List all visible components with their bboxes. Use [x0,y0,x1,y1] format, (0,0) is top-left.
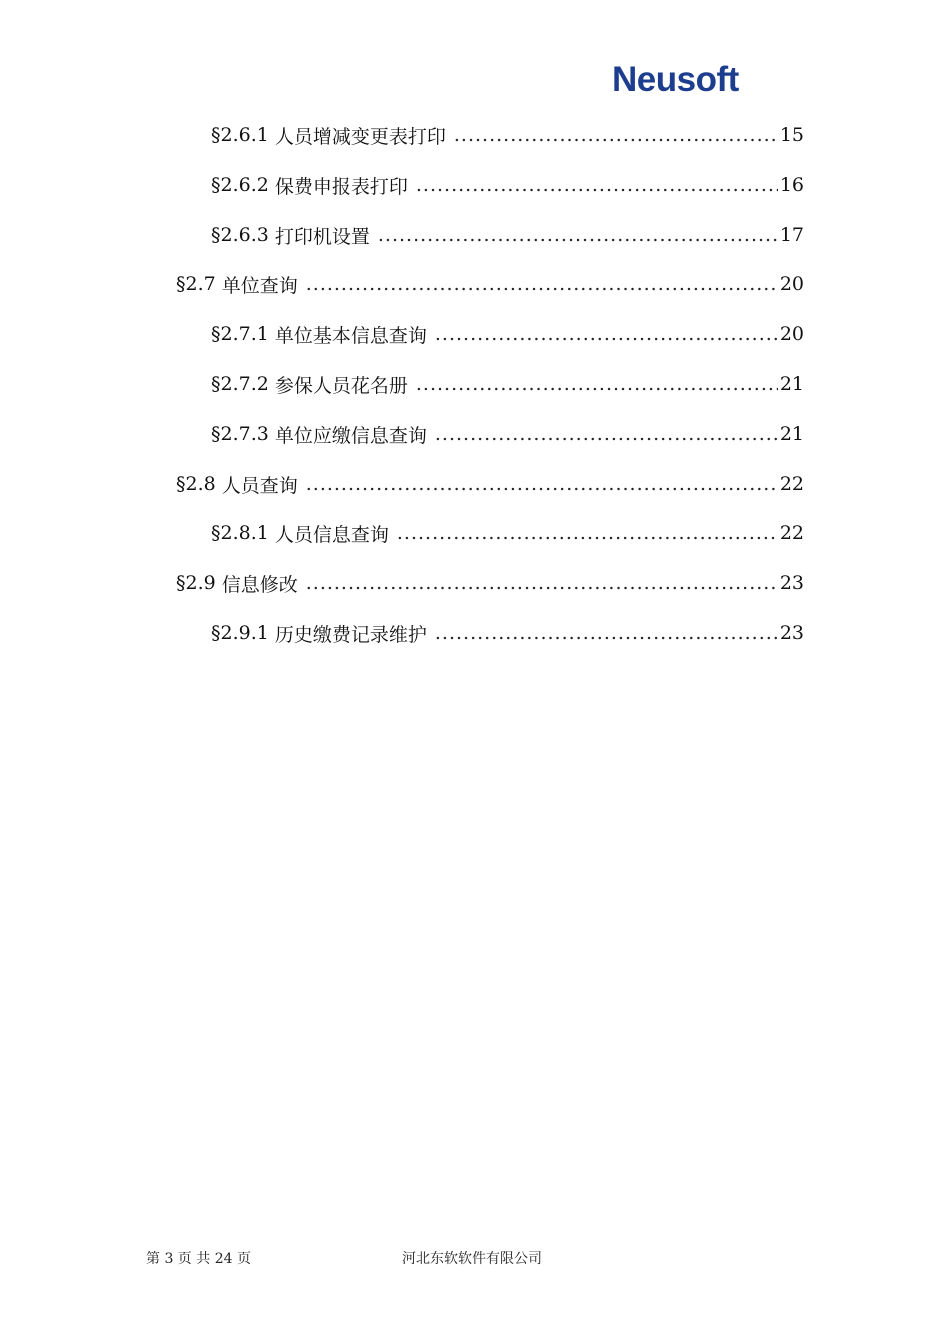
toc-section-title: 单位应缴信息查询 [274,424,427,447]
toc-section-title: 保费申报表打印 [274,175,408,198]
toc-section-number: §2.6.1 [211,124,269,146]
toc-section-title: 人员查询 [221,474,298,497]
toc-dot-leader [435,423,778,445]
toc-entry[interactable] [211,419,804,449]
toc-section-title: 人员增减变更表打印 [274,125,446,148]
toc-section-title: 单位基本信息查询 [274,324,427,347]
toc-section-number: §2.6.2 [211,174,269,196]
toc-page-number: 20 [779,323,804,345]
toc-entry[interactable] [211,618,804,648]
toc-page-number: 22 [779,473,804,495]
toc-section-number: §2.7.2 [211,373,269,395]
toc-dot-leader [397,522,778,544]
toc-section-number: §2.8 [176,473,216,495]
toc-entry[interactable] [176,469,804,499]
toc-page-number: 23 [779,622,804,644]
toc-section-title: 单位查询 [221,274,298,297]
toc-page-number: 21 [779,423,804,445]
toc-page-number: 22 [779,522,804,544]
footer-page-info: 第 3 页 共 24 页 [146,1251,251,1267]
neusoft-logo: Neusoft [612,60,739,99]
toc-entry[interactable] [176,568,804,598]
toc-section-title: 历史缴费记录维护 [274,623,427,646]
toc-entry[interactable] [211,120,804,150]
toc-section-title: 参保人员花名册 [274,374,408,397]
toc-entry[interactable] [211,319,804,349]
toc-section-title: 打印机设置 [274,225,370,248]
toc-section-title: 人员信息查询 [274,523,389,546]
toc-page-number: 23 [779,572,804,594]
toc-page-number: 17 [779,224,804,246]
toc-page-number: 15 [779,124,804,146]
toc-entry[interactable] [211,369,804,399]
toc-section-number: §2.7 [176,273,216,295]
toc-dot-leader [416,373,778,395]
toc-dot-leader [306,273,778,295]
toc-dot-leader [416,174,778,196]
footer-company: 河北东软软件有限公司 [402,1251,542,1267]
toc-dot-leader [378,224,778,246]
toc-entry[interactable] [211,518,804,548]
toc-section-number: §2.7.3 [211,423,269,445]
toc-entry[interactable] [211,170,804,200]
toc-section-number: §2.9.1 [211,622,269,644]
toc-section-number: §2.7.1 [211,323,269,345]
toc-section-number: §2.8.1 [211,522,269,544]
toc-section-title: 信息修改 [221,573,298,596]
toc-dot-leader [306,473,778,495]
toc-section-number: §2.9 [176,572,216,594]
toc-page-number: 16 [779,174,804,196]
toc-section-number: §2.6.3 [211,224,269,246]
toc-page-number: 20 [779,273,804,295]
toc-dot-leader [435,323,778,345]
toc-entry[interactable] [176,269,804,299]
toc-dot-leader [435,622,778,644]
toc-dot-leader [454,124,778,146]
toc-page-number: 21 [779,373,804,395]
toc-dot-leader [306,572,778,594]
toc-entry[interactable] [211,220,804,250]
